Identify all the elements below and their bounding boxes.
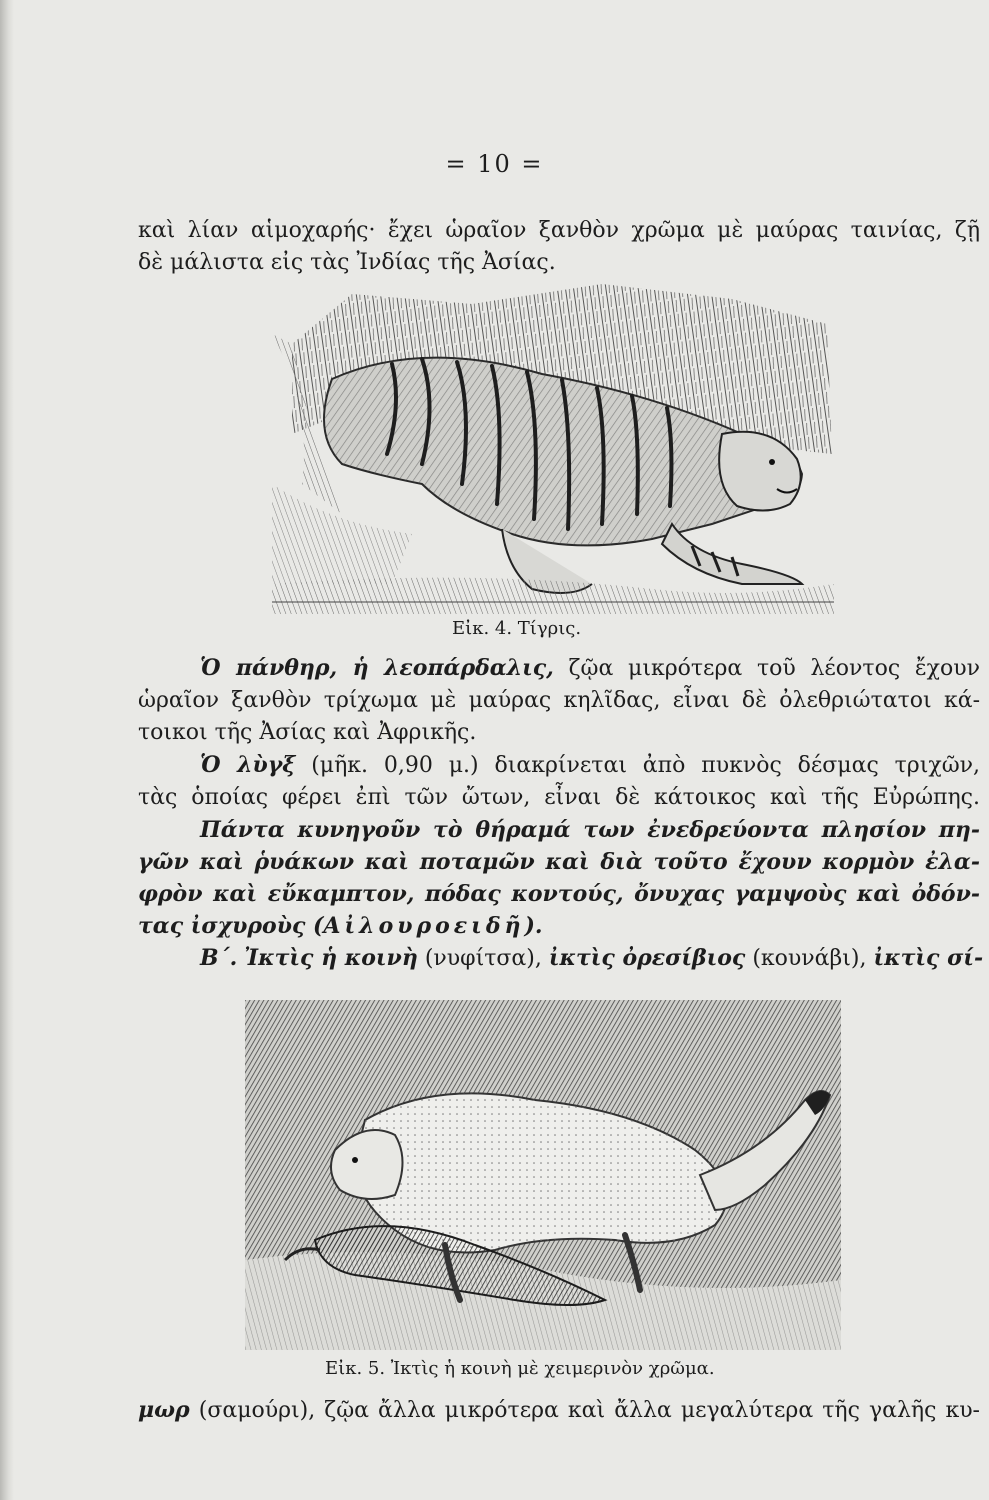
sable-name-end: μωρ <box>138 1397 190 1423</box>
section-b-line <box>138 942 984 975</box>
sable-name-start: ἰκτὶς σί- <box>873 945 984 971</box>
panther-line-1 <box>138 652 980 685</box>
summary-line-4-a: τας ἰσχυροὺς ( <box>138 913 324 939</box>
panther-line-1-rest: ζῷα μικρότερα τοῦ λέοντος ἔχουν <box>568 656 981 681</box>
intro-paragraph <box>138 215 980 279</box>
summary-line-1: Πάντα κυνηγοῦν τὸ θήραμά των ἐνεδρεύοντα πλησίον πη- <box>200 817 980 843</box>
panther-line-2: ὡραῖον ξανθὸν τρίχωμα μὲ μαύρας κηλῖδας, εἶναι δὲ ὀλεθριώτατοι κά- <box>138 688 980 713</box>
summary-line-2: γῶν καὶ ῥυάκων καὶ ποταμῶν καὶ διὰ τοῦτο ἔχουν κορμὸν ἐλα- <box>138 849 980 875</box>
figure-5-caption: Εἰκ. 5. Ἰκτὶς ἡ κοινὴ μὲ χειμερινὸν χρῶμα. <box>325 1358 715 1379</box>
closing-line <box>138 1394 980 1427</box>
lynx-line-1-rest: (μῆκ. 0,90 μ.) διακρίνεται ἀπὸ πυκνὸς δέσμας τριχῶν, <box>311 753 980 778</box>
lynx-line-1 <box>138 749 980 782</box>
felines-paragraph <box>138 652 984 975</box>
intro-line-2: δὲ μάλιστα εἰς τὰς Ἰνδίας τῆς Ἀσίας. <box>138 250 556 275</box>
panther-line-3: τοικοι τῆς Ἀσίας καὶ Ἀφρικῆς. <box>138 720 477 745</box>
marten-name: ἰκτὶς ὀρεσίβιος <box>548 945 746 971</box>
intro-line-1: καὶ λίαν αἱμοχαρής· ἔχει ὡραῖον ξανθὸν χρῶμα μὲ μαύρας ταινίας, ζῇ <box>138 218 980 243</box>
weasel-name: Ἰκτὶς ἡ κοινὴ <box>244 945 418 971</box>
lynx-line-2: τὰς ὁποίας φέρει ἐπὶ τῶν ὤτων, εἶναι δὲ κάτοικος καὶ τῆς Εὐρώπης. <box>138 785 980 810</box>
section-b-marker: Β΄. <box>200 945 238 971</box>
page-number: = 10 = <box>445 150 544 178</box>
lynx-name: Ὁ λὺγξ <box>200 752 296 778</box>
family-name-spaced: Αἰλουροειδῆ <box>323 913 525 939</box>
summary-line-4 <box>138 910 980 942</box>
summary-line-4-c: ). <box>524 913 543 939</box>
page-edge <box>0 0 14 1500</box>
closing-line-rest: (σαμούρι), ζῷα ἄλλα μικρότερα καὶ ἄλλα μεγαλύτερα τῆς γαλῆς κυ- <box>198 1398 980 1423</box>
closing-paragraph <box>138 1394 980 1427</box>
summary-line-3: φρὸν καὶ εὔκαμπτον, πόδας κοντούς, ὄνυχας γαμψοὺς καὶ ὀδόν- <box>138 881 980 907</box>
panther-name: Ὁ πάνθηρ, ἡ λεοπάρδαλις, <box>200 655 554 681</box>
tiger-illustration <box>272 284 834 614</box>
figure-4-caption: Εἰκ. 4. Τίγρις. <box>452 618 582 639</box>
weasel-illustration <box>245 1000 841 1350</box>
marten-common-name: (κουνάβι), <box>752 946 867 971</box>
weasel-common-name: (νυφίτσα), <box>424 946 542 971</box>
